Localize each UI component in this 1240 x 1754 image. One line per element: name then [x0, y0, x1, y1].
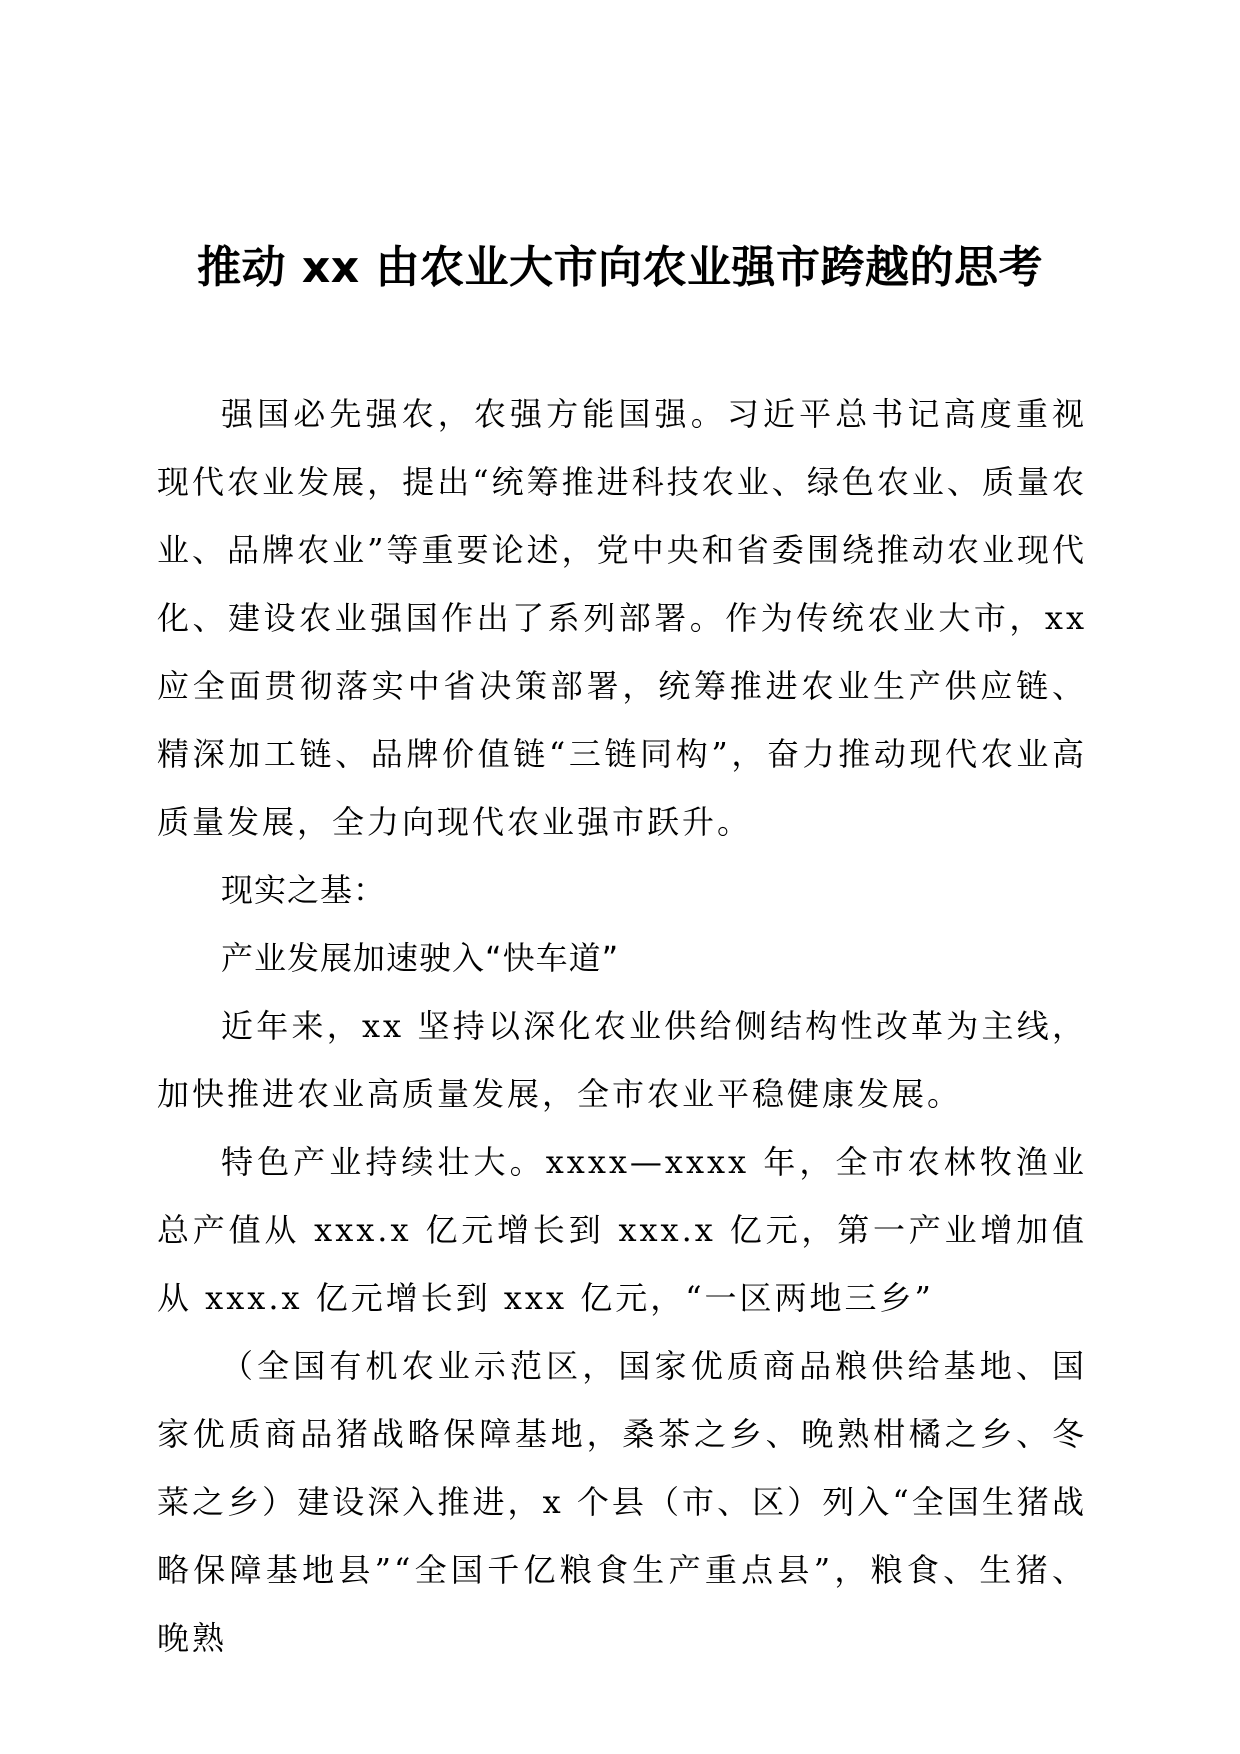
document-body: [157, 380, 1087, 1672]
document-title: 推动 xx 由农业大市向农业强市跨越的思考: [197, 242, 1043, 293]
section-heading: 现实之基：: [221, 871, 387, 909]
intro-paragraph: 强国必先强农，农强方能国强。习近平总书记高度重视现代农业发展，提出“统筹推进科技农业、绿色农业、质量农业、品牌农业”等重要论述，党中央和省委围绕推动农业现代化、建设农业强国作出了系列部署。作为传统农业大市，xx 应全面贯彻落实中省决策部署，统筹推进农业生产供应链、精深加工链、品牌价值链“三链同构”，奋力推动现代农业高质量发展，全力向现代农业强市跃升。: [157, 395, 1087, 841]
subsection-heading: 产业发展加速驶入“快车道”: [221, 939, 620, 977]
body-paragraph: 近年来，xx 坚持以深化农业供给侧结构性改革为主线，加快推进农业高质量发展，全市农业平稳健康发展。: [157, 1007, 1087, 1113]
body-paragraph: 特色产业持续壮大。xxxx—xxxx 年，全市农林牧渔业总产值从 xxx.x 亿元增长到 xxx.x 亿元，第一产业增加值从 xxx.x 亿元增长到 xxx 亿元，“一区两地三乡”: [157, 1143, 1087, 1317]
body-paragraph: （全国有机农业示范区，国家优质商品粮供给基地、国家优质商品猪战略保障基地，桑茶之乡、晚熟柑橘之乡、冬菜之乡）建设深入推进，x 个县（市、区）列入“全国生猪战略保障基地县”“全国千亿粮食生产重点县”，粮食、生猪、晚熟: [157, 1347, 1087, 1657]
